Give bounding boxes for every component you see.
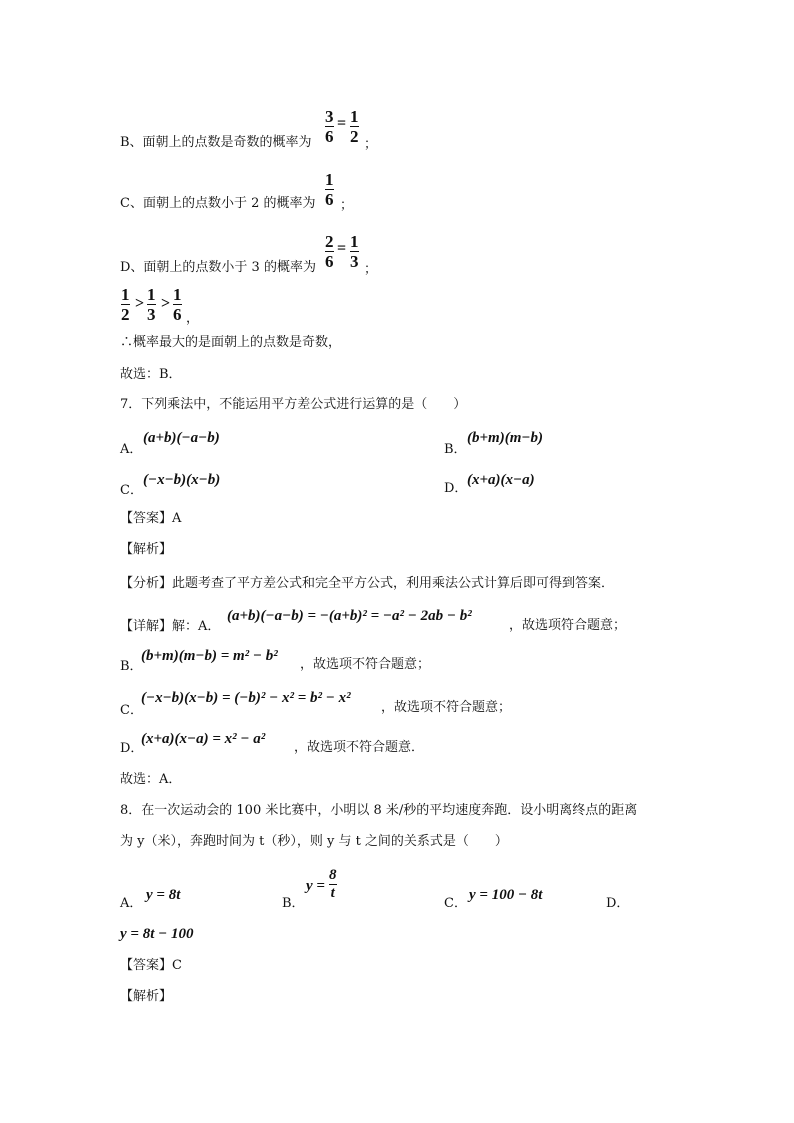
fraction-d-2 [350, 232, 359, 271]
therefore-line: ∴概率最大的是面朝上的点数是奇数， [120, 335, 342, 350]
detail-c-expr: (−x−b)(x−b) = (−b)² − x² = b² − x² [141, 690, 351, 706]
line-end: ； [340, 198, 354, 213]
fraction-b-1 [325, 107, 334, 146]
analysis-7-summary: 【分析】此题考查了平方差公式和完全平方公式，利用乘法公式计算后即可得到答案． [120, 576, 615, 591]
numerator: 1 [325, 170, 334, 189]
detail-b-end: ，故选项不符合题意； [300, 657, 431, 672]
analysis-7-heading: 【解析】 [120, 542, 173, 557]
detail-a-label: 【详解】解：A． [120, 619, 221, 634]
line-end: ； [364, 262, 378, 277]
denominator: 6 [325, 252, 334, 271]
denominator: 3 [147, 305, 156, 324]
fraction-d-1 [325, 232, 334, 271]
q7-option-c-expr: (−x−b)(x−b) [143, 472, 221, 488]
line-end: ， [186, 311, 200, 326]
detail-b-label: B． [120, 659, 143, 674]
q8-option-c-label: C． [444, 896, 467, 911]
option-c-text: C、面朝上的点数小于 2 的概率为 [120, 196, 316, 211]
detail-d-end: ，故选项不符合题意． [294, 740, 425, 755]
detail-d-label: D． [120, 741, 144, 756]
greater-than-sign: > [135, 295, 145, 312]
fraction-cmp-1 [121, 285, 130, 324]
q7-option-c-label: C． [120, 483, 143, 498]
greater-than-sign: > [161, 295, 171, 312]
denominator: 3 [350, 252, 359, 271]
numerator: 1 [173, 285, 182, 304]
q7-option-d-expr: (x+a)(x−a) [467, 472, 535, 488]
denominator: 6 [325, 190, 334, 209]
denominator: 2 [121, 305, 130, 324]
denominator: 6 [173, 305, 182, 324]
numerator: 8 [329, 867, 337, 883]
q8-option-d-label: D． [606, 896, 630, 911]
q7-option-b-label: B． [444, 442, 467, 457]
detail-c-end: ，故选项不符合题意； [381, 700, 512, 715]
fraction-cmp-3 [173, 285, 182, 324]
numerator: 1 [121, 285, 130, 304]
q8-option-d-expr: y = 8t − 100 [120, 926, 194, 942]
question-7: 7．下列乘法中，不能运用平方差公式进行运算的是（ ） [120, 397, 467, 412]
detail-d-expr: (x+a)(x−a) = x² − a² [141, 731, 266, 747]
detail-a-end: ，故选项符合题意； [509, 618, 627, 633]
fraction-b-2 [350, 107, 359, 146]
numerator: 1 [350, 232, 359, 251]
equals-sign: = [337, 240, 347, 257]
option-d-text: D、面朝上的点数小于 3 的概率为 [120, 260, 316, 275]
detail-c-label: C． [120, 703, 143, 718]
q7-option-a-expr: (a+b)(−a−b) [143, 430, 220, 446]
q8-option-c-expr: y = 100 − 8t [469, 887, 543, 903]
q7-option-a-label: A． [120, 442, 143, 457]
q7-option-d-label: D． [444, 481, 468, 496]
q8-option-b-label: B． [282, 896, 305, 911]
answer-7: 【答案】A [120, 511, 182, 526]
denominator: 2 [350, 127, 359, 146]
detail-b-expr: (b+m)(m−b) = m² − b² [141, 648, 278, 664]
numerator: 3 [325, 107, 334, 126]
option-b-text: B、面朝上的点数是奇数的概率为 [120, 135, 312, 150]
q8-option-a-expr: y = 8t [146, 887, 181, 903]
question-8-line-2: 为 y（米），奔跑时间为 t（秒），则 y 与 t 之间的关系式是（ ） [120, 834, 508, 849]
numerator: 2 [325, 232, 334, 251]
fraction-cmp-2 [147, 285, 156, 324]
equals-sign: = [337, 115, 347, 132]
choose-b-line: 故选：B． [120, 367, 182, 382]
numerator: 1 [350, 107, 359, 126]
detail-a-expr: (a+b)(−a−b) = −(a+b)² = −a² − 2ab − b² [227, 608, 472, 624]
analysis-8-heading: 【解析】 [120, 989, 173, 1004]
fraction-c [325, 170, 334, 209]
line-end: ； [364, 137, 378, 152]
answer-8: 【答案】C [120, 958, 182, 973]
q8-option-b-fraction [329, 867, 337, 902]
denominator: 6 [325, 127, 334, 146]
numerator: 1 [147, 285, 156, 304]
q8-option-b-lhs: y = [306, 878, 325, 894]
question-8-line-1: 8．在一次运动会的 100 米比赛中，小明以 8 米/秒的平均速度奔跑．设小明离终点的距离 [120, 803, 638, 818]
q7-option-b-expr: (b+m)(m−b) [467, 430, 543, 446]
denominator: t [330, 885, 335, 901]
choose-a-line: 故选：A． [120, 772, 182, 787]
q8-option-a-label: A． [120, 896, 143, 911]
